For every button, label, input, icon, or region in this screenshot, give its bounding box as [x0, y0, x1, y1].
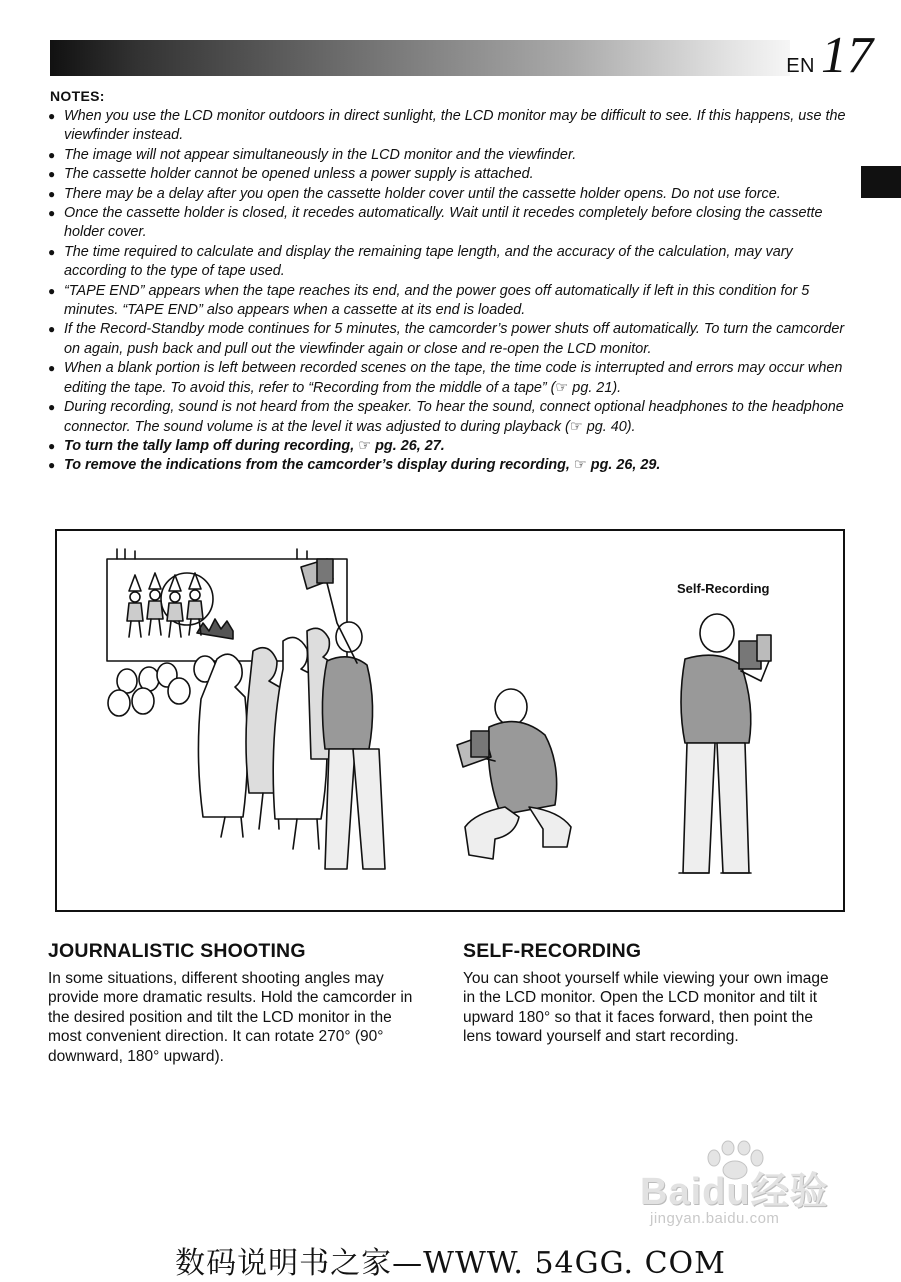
section-tab	[861, 166, 901, 198]
self-recording-body: You can shoot yourself while viewing your own image in the LCD monitor. Open the LCD monitor and tilt it upward 180° so that it faces forward, then point the lens toward yourself and start recording.	[463, 970, 829, 1046]
note-item: ● If the Record-Standby mode continues for 5 minutes, the camcorder’s power shuts off automatically. To turn the camcorder on again, push back and pull out the viewfinder again or close and re-open the LCD monitor.	[48, 320, 848, 359]
illustration-panel	[55, 529, 845, 912]
note-item: ● When you use the LCD monitor outdoors in direct sunlight, the LCD monitor may be difficult to see. If this happens, use the viewfinder instead.	[48, 107, 848, 146]
page-number	[786, 27, 873, 84]
note-item: ● When a blank portion is left between recorded scenes on the tape, the time code is interrupted and errors may occur when editing the tape. To avoid this, refer to “Recording from the middle of a tape” (☞ pg. 21).	[48, 359, 848, 398]
watermark	[640, 1140, 860, 1230]
notes-list	[48, 107, 848, 476]
notes-title: NOTES:	[50, 88, 105, 104]
watermark-url: jingyan.baidu.com	[650, 1210, 780, 1227]
note-item: ● The image will not appear simultaneously in the LCD monitor and the viewfinder.	[48, 146, 848, 165]
journalistic-title: JOURNALISTIC SHOOTING	[48, 940, 306, 962]
journalistic-section	[48, 940, 428, 1066]
crouching-cameraman	[457, 689, 571, 859]
note-item: ● “TAPE END” appears when the tape reaches its end, and the power goes off automatically if left in this condition for 5 minutes. “TAPE END” also appears when a cassette at its end is loaded.	[48, 282, 848, 321]
language-label: EN	[786, 55, 815, 77]
watermark-logo: Baidu经验	[640, 1171, 829, 1213]
self-recording-person	[679, 614, 771, 873]
note-item-tally: ● To turn the tally lamp off during recording, ☞ pg. 26, 27.	[48, 437, 848, 456]
note-item: ● Once the cassette holder is closed, it recedes automatically. Wait until it recedes completely before closing the cassette holder cover.	[48, 204, 848, 243]
journalistic-body: In some situations, different shooting angles may provide more dramatic results. Hold the camcorder in the desired position and tilt the LCD monitor in the most convenient direction. It can rotate 270° (90° downward, 180° upward).	[48, 970, 413, 1065]
note-item: ● There may be a delay after you open the cassette holder cover until the cassette holder opens. Do not use force.	[48, 185, 848, 204]
note-item: ● During recording, sound is not heard from the speaker. To hear the sound, connect optional headphones to the headphone connector. The sound volume is at the level it was adjusted to during playback (☞ pg. 40).	[48, 398, 848, 437]
note-item: ● The cassette holder cannot be opened unless a power supply is attached.	[48, 165, 848, 184]
page-number-value: 17	[821, 27, 873, 84]
header-gradient-bar	[50, 40, 790, 76]
footer-text: 数码说明书之家—WWW. 54GG. COM	[175, 1246, 726, 1281]
self-recording-label: Self-Recording	[677, 581, 770, 596]
self-recording-section	[463, 940, 843, 1047]
note-item: ● The time required to calculate and display the remaining tape length, and the accuracy of the calculation, may vary according to the type of tape used.	[48, 243, 848, 282]
self-recording-title: SELF-RECORDING	[463, 940, 642, 962]
crowd	[198, 628, 345, 849]
note-item-indications: ● To remove the indications from the camcorder’s display during recording, ☞ pg. 26, 29.	[48, 456, 848, 475]
